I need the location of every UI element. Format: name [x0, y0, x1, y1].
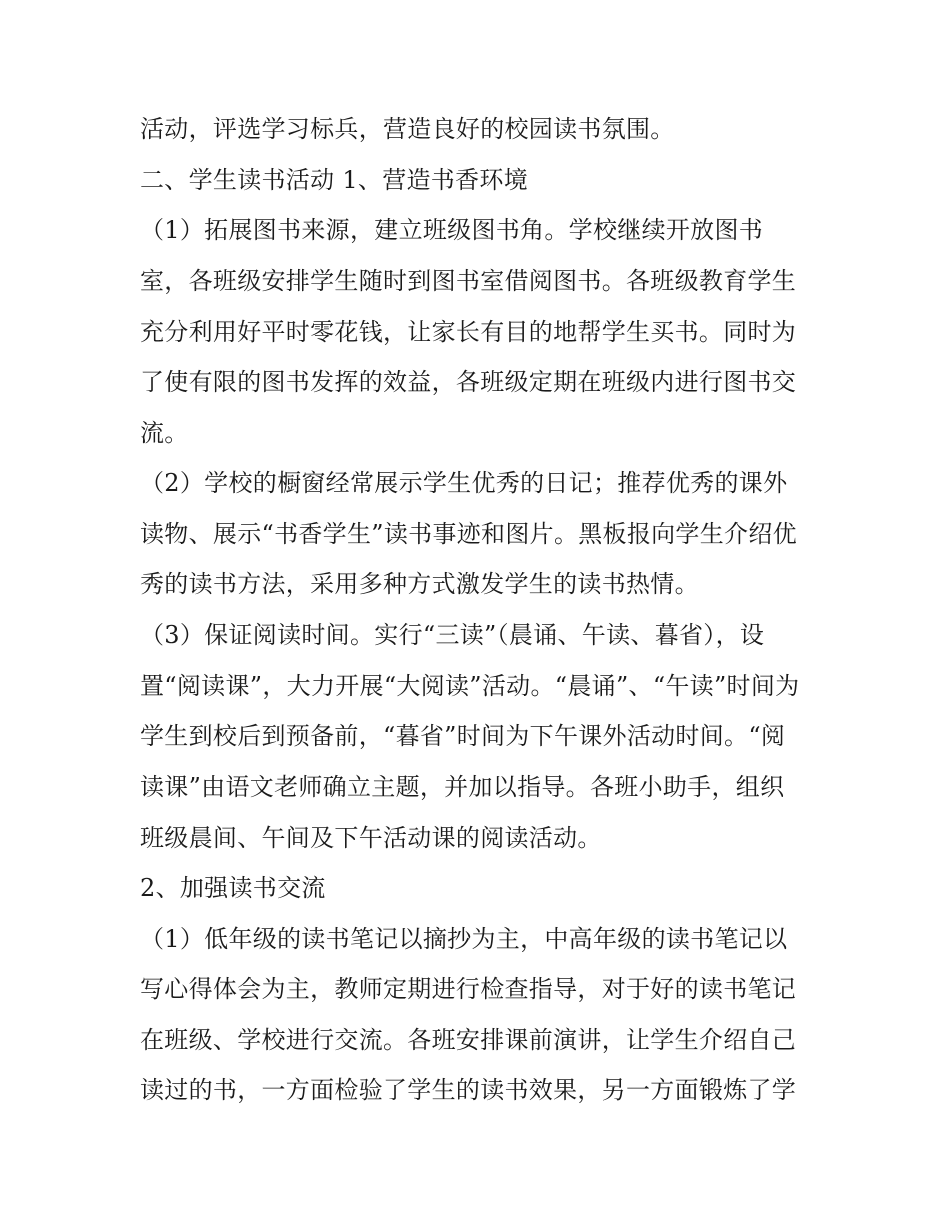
text-line: 了使有限的图书发挥的效益，各班级定期在班级内进行图书交	[140, 368, 797, 396]
text-line: 在班级、学校进行交流。各班安排课前演讲，让学生介绍自己	[140, 1026, 797, 1054]
text-line: （1）拓展图书来源，建立班级图书角。学校继续开放图书	[140, 216, 764, 244]
text-line: 读过的书，一方面检验了学生的读书效果，另一方面锻炼了学	[140, 1076, 797, 1104]
text-line: 充分利用好平时零花钱，让家长有目的地帮学生买书。同时为	[140, 318, 797, 346]
text-line: 置“阅读课”，大力开展“大阅读”活动。“晨诵”、“午读”时间为	[140, 672, 800, 700]
text-line: （3）保证阅读时间。实行“三读”（晨诵、午读、暮省），设	[140, 621, 765, 649]
text-line: 写心得体会为主，教师定期进行检查指导，对于好的读书笔记	[140, 975, 797, 1003]
text-line: 流。	[140, 419, 189, 447]
text-line: 室，各班级安排学生随时到图书室借阅图书。各班级教育学生	[140, 267, 797, 295]
text-line: （2）学校的橱窗经常展示学生优秀的日记；推荐优秀的课外	[140, 469, 788, 497]
text-line: 秀的读书方法，采用多种方式激发学生的读书热情。	[140, 570, 699, 598]
text-line: 读物、展示“书香学生”读书事迹和图片。黑板报向学生介绍优	[140, 520, 797, 548]
section-heading: 二、学生读书活动 1、营造书香环境	[140, 166, 528, 194]
text-line: 活动，评选学习标兵，营造良好的校园读书氛围。	[140, 115, 675, 143]
section-heading: 2、加强读书交流	[140, 874, 326, 902]
text-line: 学生到校后到预备前，“暮省”时间为下午课外活动时间。“阅	[140, 722, 786, 750]
text-line: （1）低年级的读书笔记以摘抄为主，中高年级的读书笔记以	[140, 925, 788, 953]
text-line: 班级晨间、午间及下午活动课的阅读活动。	[140, 824, 602, 852]
text-line: 读课”由语文老师确立主题，并加以指导。各班小助手，组织	[140, 773, 785, 801]
